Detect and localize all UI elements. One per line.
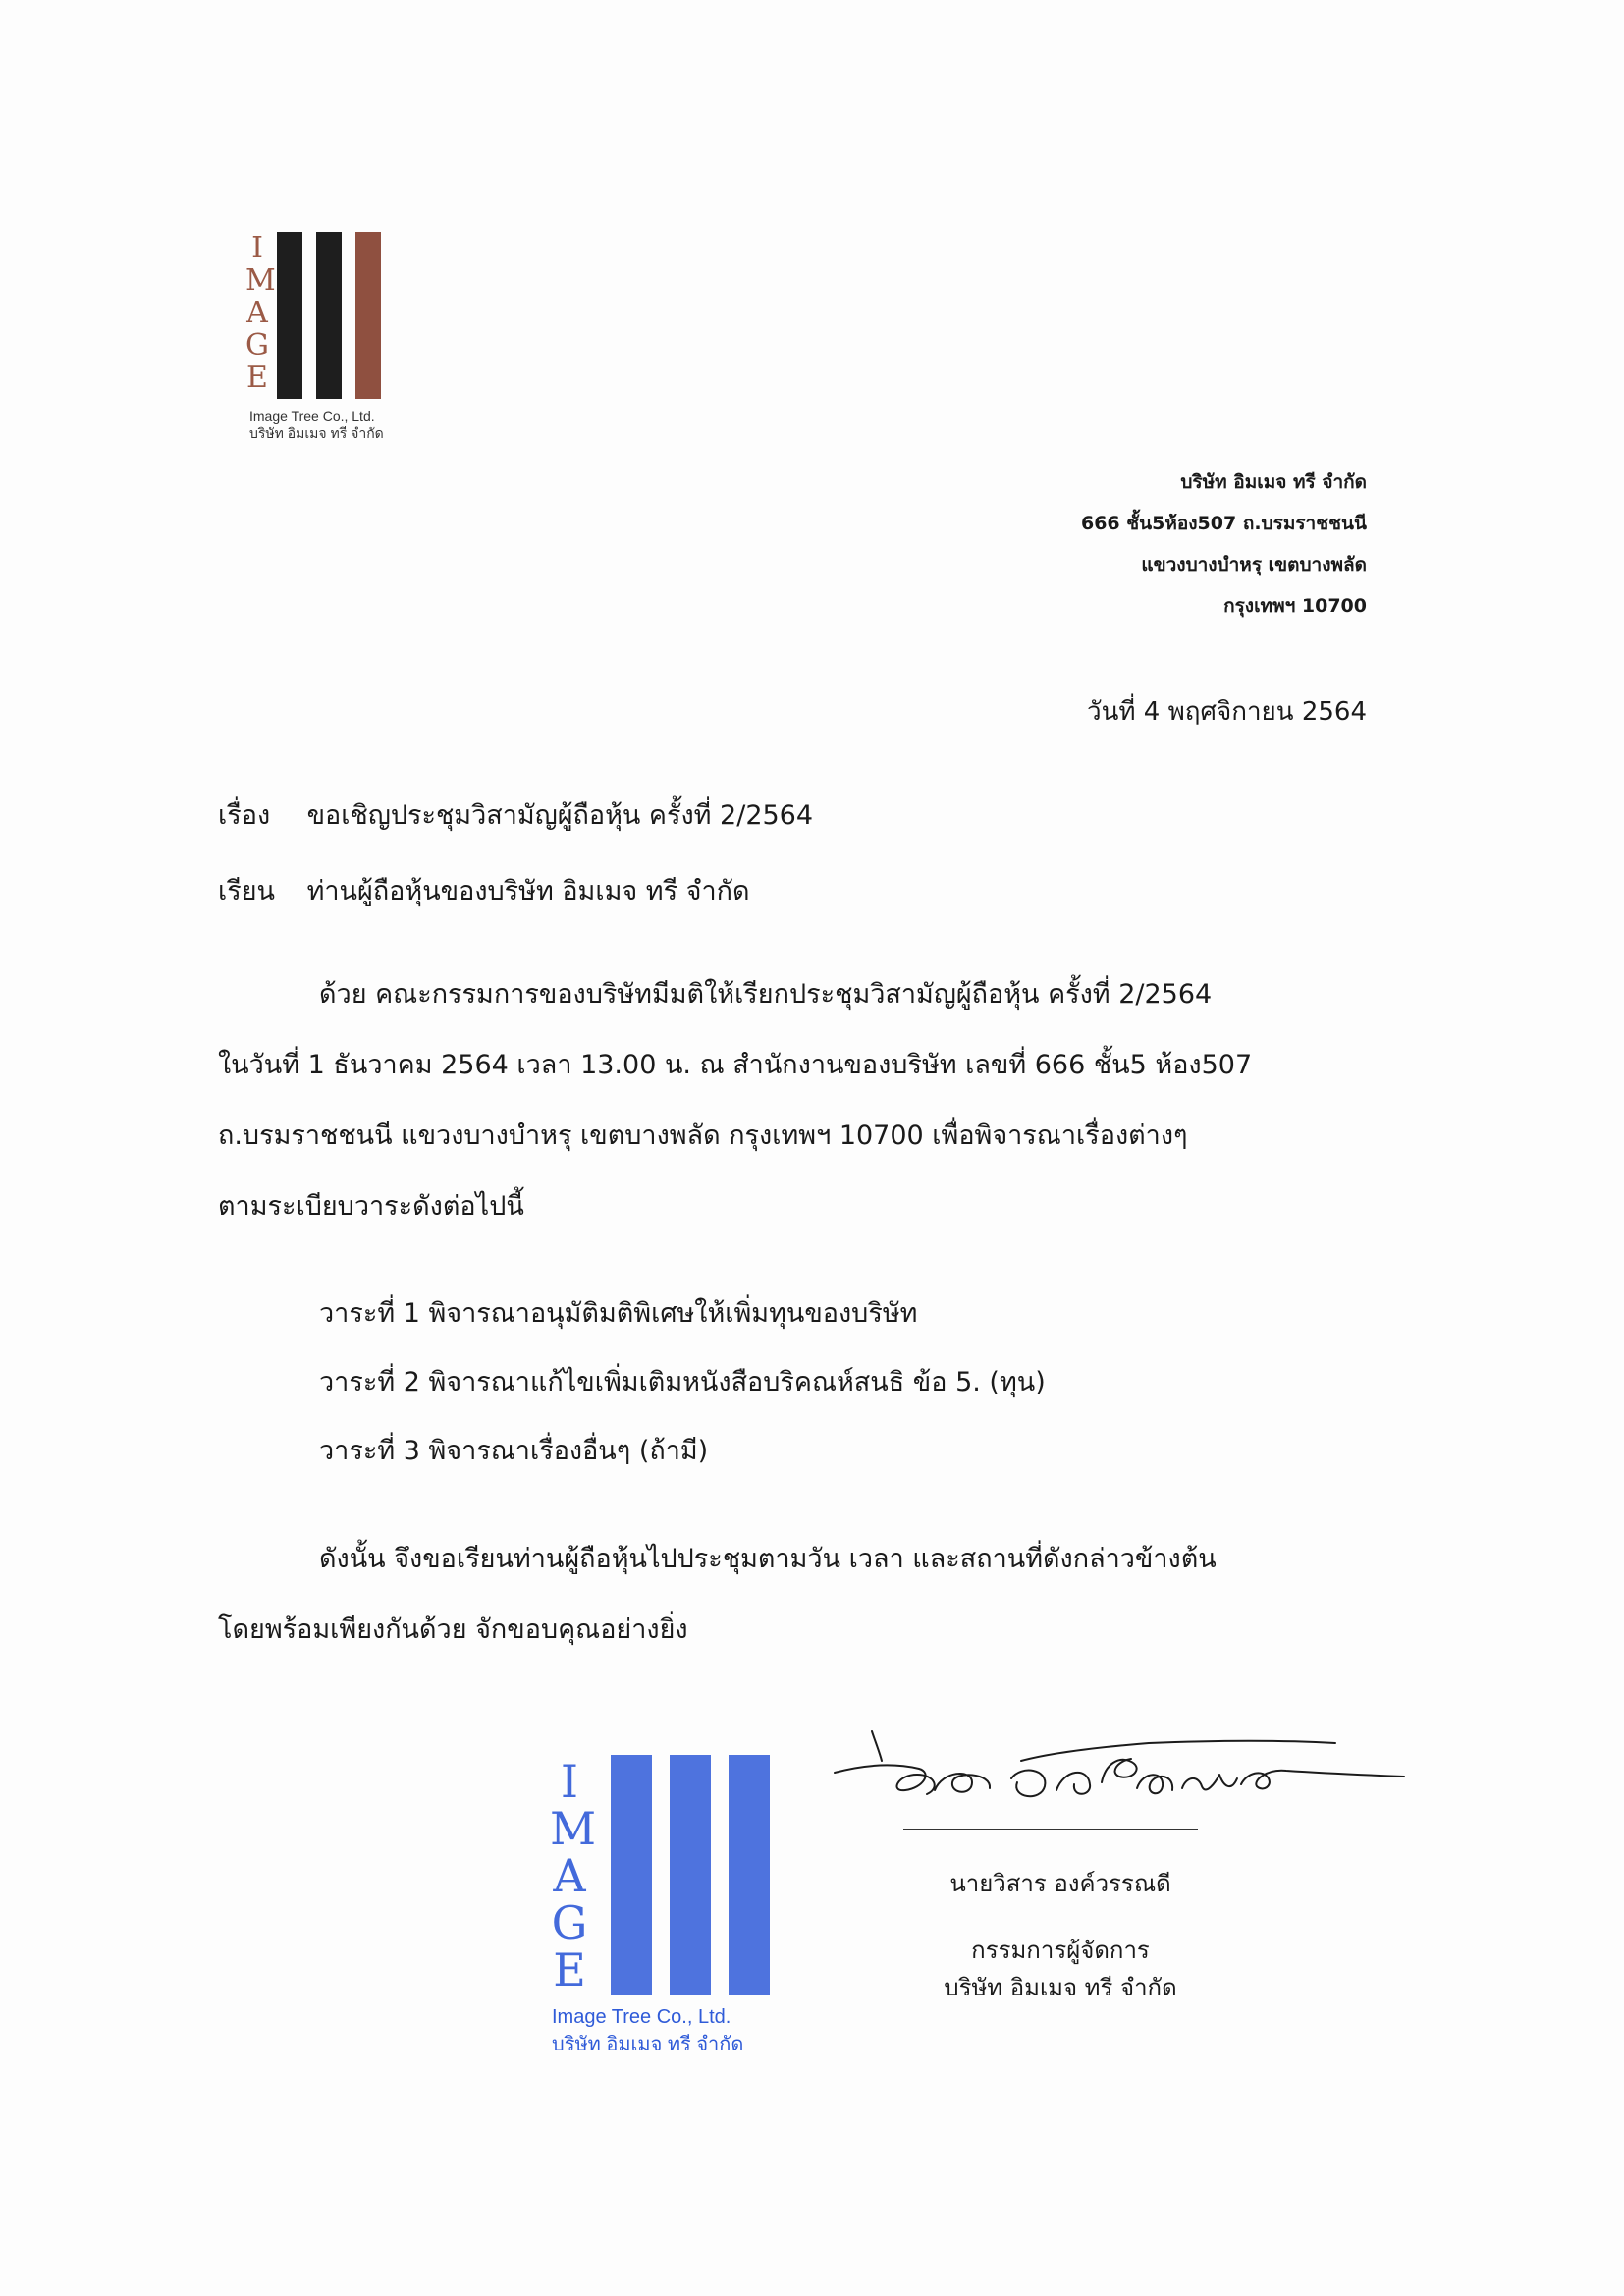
stamp-bar-1 — [611, 1755, 652, 1995]
logo-name-th: บริษัท อิมเมจ ทรี จำกัด — [249, 425, 384, 441]
handwritten-signature — [825, 1714, 1434, 1831]
signer-company: บริษัท อิมเมจ ทรี จำกัด — [944, 1974, 1177, 2001]
stamp-name-th: บริษัท อิมเมจ ทรี จำกัด — [552, 2034, 744, 2055]
signature-underline — [903, 1829, 1198, 1830]
letter-date: วันที่ 4 พฤศจิกายน 2564 — [1087, 697, 1367, 727]
body-line: ตามระเบียบวาระดังต่อไปนี้ — [218, 1191, 524, 1222]
stamp-name-en: Image Tree Co., Ltd. — [552, 2006, 731, 2028]
closing-line: โดยพร้อมเพียงกันด้วย จักขอบคุณอย่างยิ่ง — [218, 1614, 688, 1645]
stamp-letter: E — [553, 1943, 586, 1996]
stamp-letter: I — [560, 1755, 579, 1808]
subject-line — [218, 793, 813, 836]
logo-company-name — [249, 409, 446, 442]
stamp-letter: A — [553, 1849, 586, 1902]
stamp-letter: G — [551, 1896, 588, 1949]
subject-label: เรื่อง — [218, 800, 271, 831]
address-line-1: 666 ชั้น5ห้อง507 ถ.บรมราชชนนี — [1080, 513, 1367, 534]
agenda-item: วาระที่ 3 พิจารณาเรื่องอื่นๆ (ถ้ามี) — [319, 1436, 709, 1466]
company-logo — [245, 231, 432, 441]
stamp-company-name — [552, 2003, 743, 2058]
body-line: ถ.บรมราชชนนี แขวงบางบำหรุ เขตบางพลัด กรุงเทพฯ 10700 เพื่อพิจารณาเรื่องต่างๆ — [218, 1121, 1188, 1151]
agenda-item: วาระที่ 1 พิจารณาอนุมัติมติพิเศษให้เพิ่มทุนของบริษัท — [319, 1298, 918, 1329]
signer-name: นายวิสาร องค์วรรณดี — [949, 1870, 1171, 1897]
logo-letters — [245, 231, 276, 395]
recipient-line — [218, 869, 750, 911]
company-stamp — [550, 1750, 805, 2074]
logo-name-en: Image Tree Co., Ltd. — [249, 409, 375, 424]
address-line-3: กรุงเทพฯ 10700 — [1223, 595, 1367, 617]
logo-letter: G — [245, 328, 269, 362]
signer-title: กรรมการผู้จัดการ — [971, 1937, 1150, 1964]
company-address — [1081, 462, 1367, 627]
logo-letter: I — [251, 231, 263, 265]
stamp-letter: M — [550, 1802, 597, 1855]
logo-bar-black-1 — [277, 232, 302, 399]
subject-text: ขอเชิญประชุมวิสามัญผู้ถือหุ้น ครั้งที่ 2/2564 — [306, 800, 814, 831]
logo-letter: M — [245, 263, 276, 298]
logo-bar-black-2 — [316, 232, 342, 399]
body-line: ในวันที่ 1 ธันวาคม 2564 เวลา 13.00 น. ณ สำนักงานของบริษัท เลขที่ 666 ชั้น5 ห้อง507 — [218, 1050, 1253, 1080]
stamp-letters — [550, 1755, 597, 1996]
recipient-text: ท่านผู้ถือหุ้นของบริษัท อิมเมจ ทรี จำกัด — [306, 876, 750, 906]
closing-line: ดังนั้น จึงขอเรียนท่านผู้ถือหุ้นไปประชุมตามวัน เวลา และสถานที่ดังกล่าวข้างต้น — [319, 1544, 1217, 1574]
address-line-2: แขวงบางบำหรุ เขตบางพลัด — [1141, 554, 1367, 575]
stamp-bar-3 — [729, 1755, 770, 1995]
logo-letter: A — [246, 296, 268, 330]
stamp-bar-2 — [670, 1755, 711, 1995]
logo-bar-brown — [355, 232, 381, 399]
recipient-label: เรียน — [218, 876, 276, 906]
body-line: ด้วย คณะกรรมการของบริษัทมีมติให้เรียกประชุมวิสามัญผู้ถือหุ้น ครั้งที่ 2/2564 — [319, 979, 1213, 1010]
logo-letter: E — [246, 360, 268, 395]
agenda-item: วาระที่ 2 พิจารณาแก้ไขเพิ่มเติมหนังสือบริคณห์สนธิ ข้อ 5. (ทุน) — [319, 1367, 1046, 1397]
address-company: บริษัท อิมเมจ ทรี จำกัด — [1180, 471, 1367, 493]
